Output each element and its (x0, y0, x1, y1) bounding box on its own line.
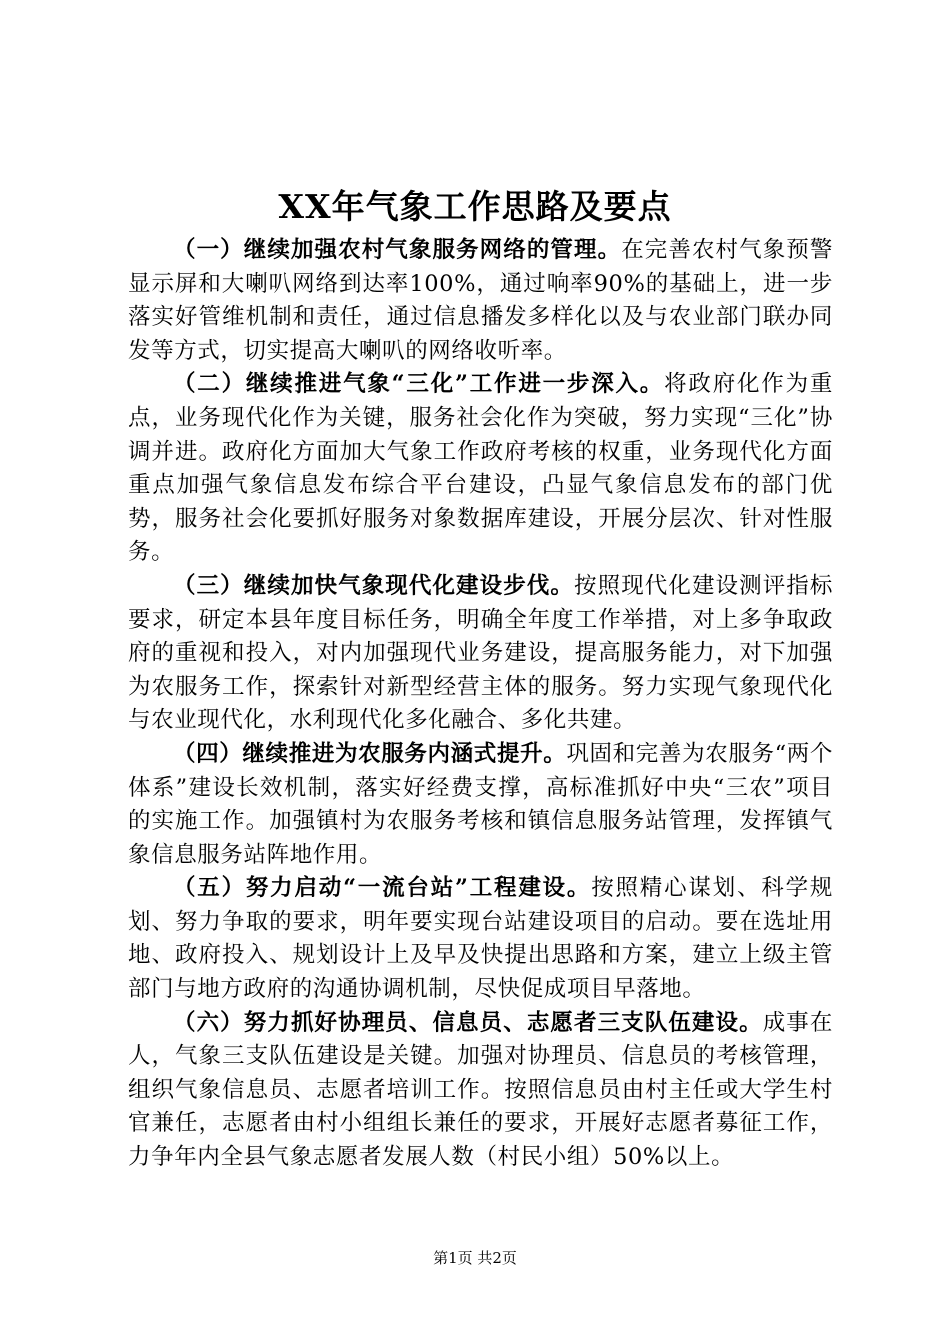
paragraph-heading: （三）继续加快气象现代化建设步伐。 (173, 572, 575, 599)
document-title: XX年气象工作思路及要点 (278, 187, 672, 226)
paragraph-heading: （二）继续推进气象“三化”工作进一步深入。 (173, 371, 665, 398)
paragraph-text: 巩固和完善为农服务“两个体系”建设长效机制，落实好经费支撑，高标准抓好中央“三农”项目的实施工作。加强镇村为农服务考核和镇信息服务站管理，发挥镇气象信息服务站阵地作用。 (128, 740, 834, 868)
paragraph-5 (128, 872, 833, 1006)
paragraph-text: 将政府化作为重点，业务现代化作为关键，服务社会化作为突破，努力实现“三化”协调并进。政府化方面加大气象工作政府考核的权重，业务现代化方面重点加强气象信息发布综合平台建设，凸显气象信息发布的部门优势，服务社会化要抓好服务对象数据库建设，开展分层次、针对性服务。 (128, 371, 833, 566)
paragraph-text: 按照精心谋划、科学规划、努力争取的要求，明年要实现台站建设项目的启动。要在选址用地、政府投入、规划设计上及早及快提出思路和方案，建立上级主管部门与地方政府的沟通协调机制，尽快促成项目早落地。 (128, 875, 833, 1003)
paragraph-heading: （六）努力抓好协理员、信息员、志愿者三支队伍建设。 (173, 1009, 763, 1036)
paragraph-text: 按照现代化建设测评指标要求，研定本县年度目标任务，明确全年度工作举措，对上多争取政府的重视和投入，对内加强现代业务建设，提高服务能力，对下加强为农服务工作，探索针对新型经营主体的服务。努力实现气象现代化与农业现代化，水利现代化多化融合、多化共建。 (128, 572, 834, 734)
page-number: 第1页 共2页 (433, 1249, 517, 1267)
paragraph-text: 在完善农村气象预警显示屏和大喇叭网络到达率100%，通过响率90%的基础上，进一步落实好管维机制和责任，通过信息播发多样化以及与农业部门联办同发等方式，切实提高大喇叭的网络收听率。 (128, 237, 833, 364)
paragraph-heading: （一）继续加强农村气象服务网络的管理。 (173, 237, 622, 263)
paragraph-heading: （五）努力启动“一流台站”工程建设。 (173, 875, 592, 902)
paragraph-2 (128, 368, 833, 570)
paragraph-4 (128, 738, 833, 872)
paragraph-heading: （四）继续推进为农服务内涵式提升。 (173, 740, 567, 767)
paragraph-1 (128, 234, 833, 368)
document-body (128, 234, 833, 1175)
paragraph-6 (128, 1007, 833, 1175)
paragraph-3 (128, 570, 833, 738)
paragraph-text: 成事在人，气象三支队伍建设是关键。加强对协理员、信息员的考核管理，组织气象信息员、志愿者培训工作。按照信息员由村主任或大学生村官兼任，志愿者由村小组组长兼任的要求，开展好志愿者募征工作，力争年内全县气象志愿者发展人数（村民小组）50%以上。 (128, 1009, 833, 1171)
